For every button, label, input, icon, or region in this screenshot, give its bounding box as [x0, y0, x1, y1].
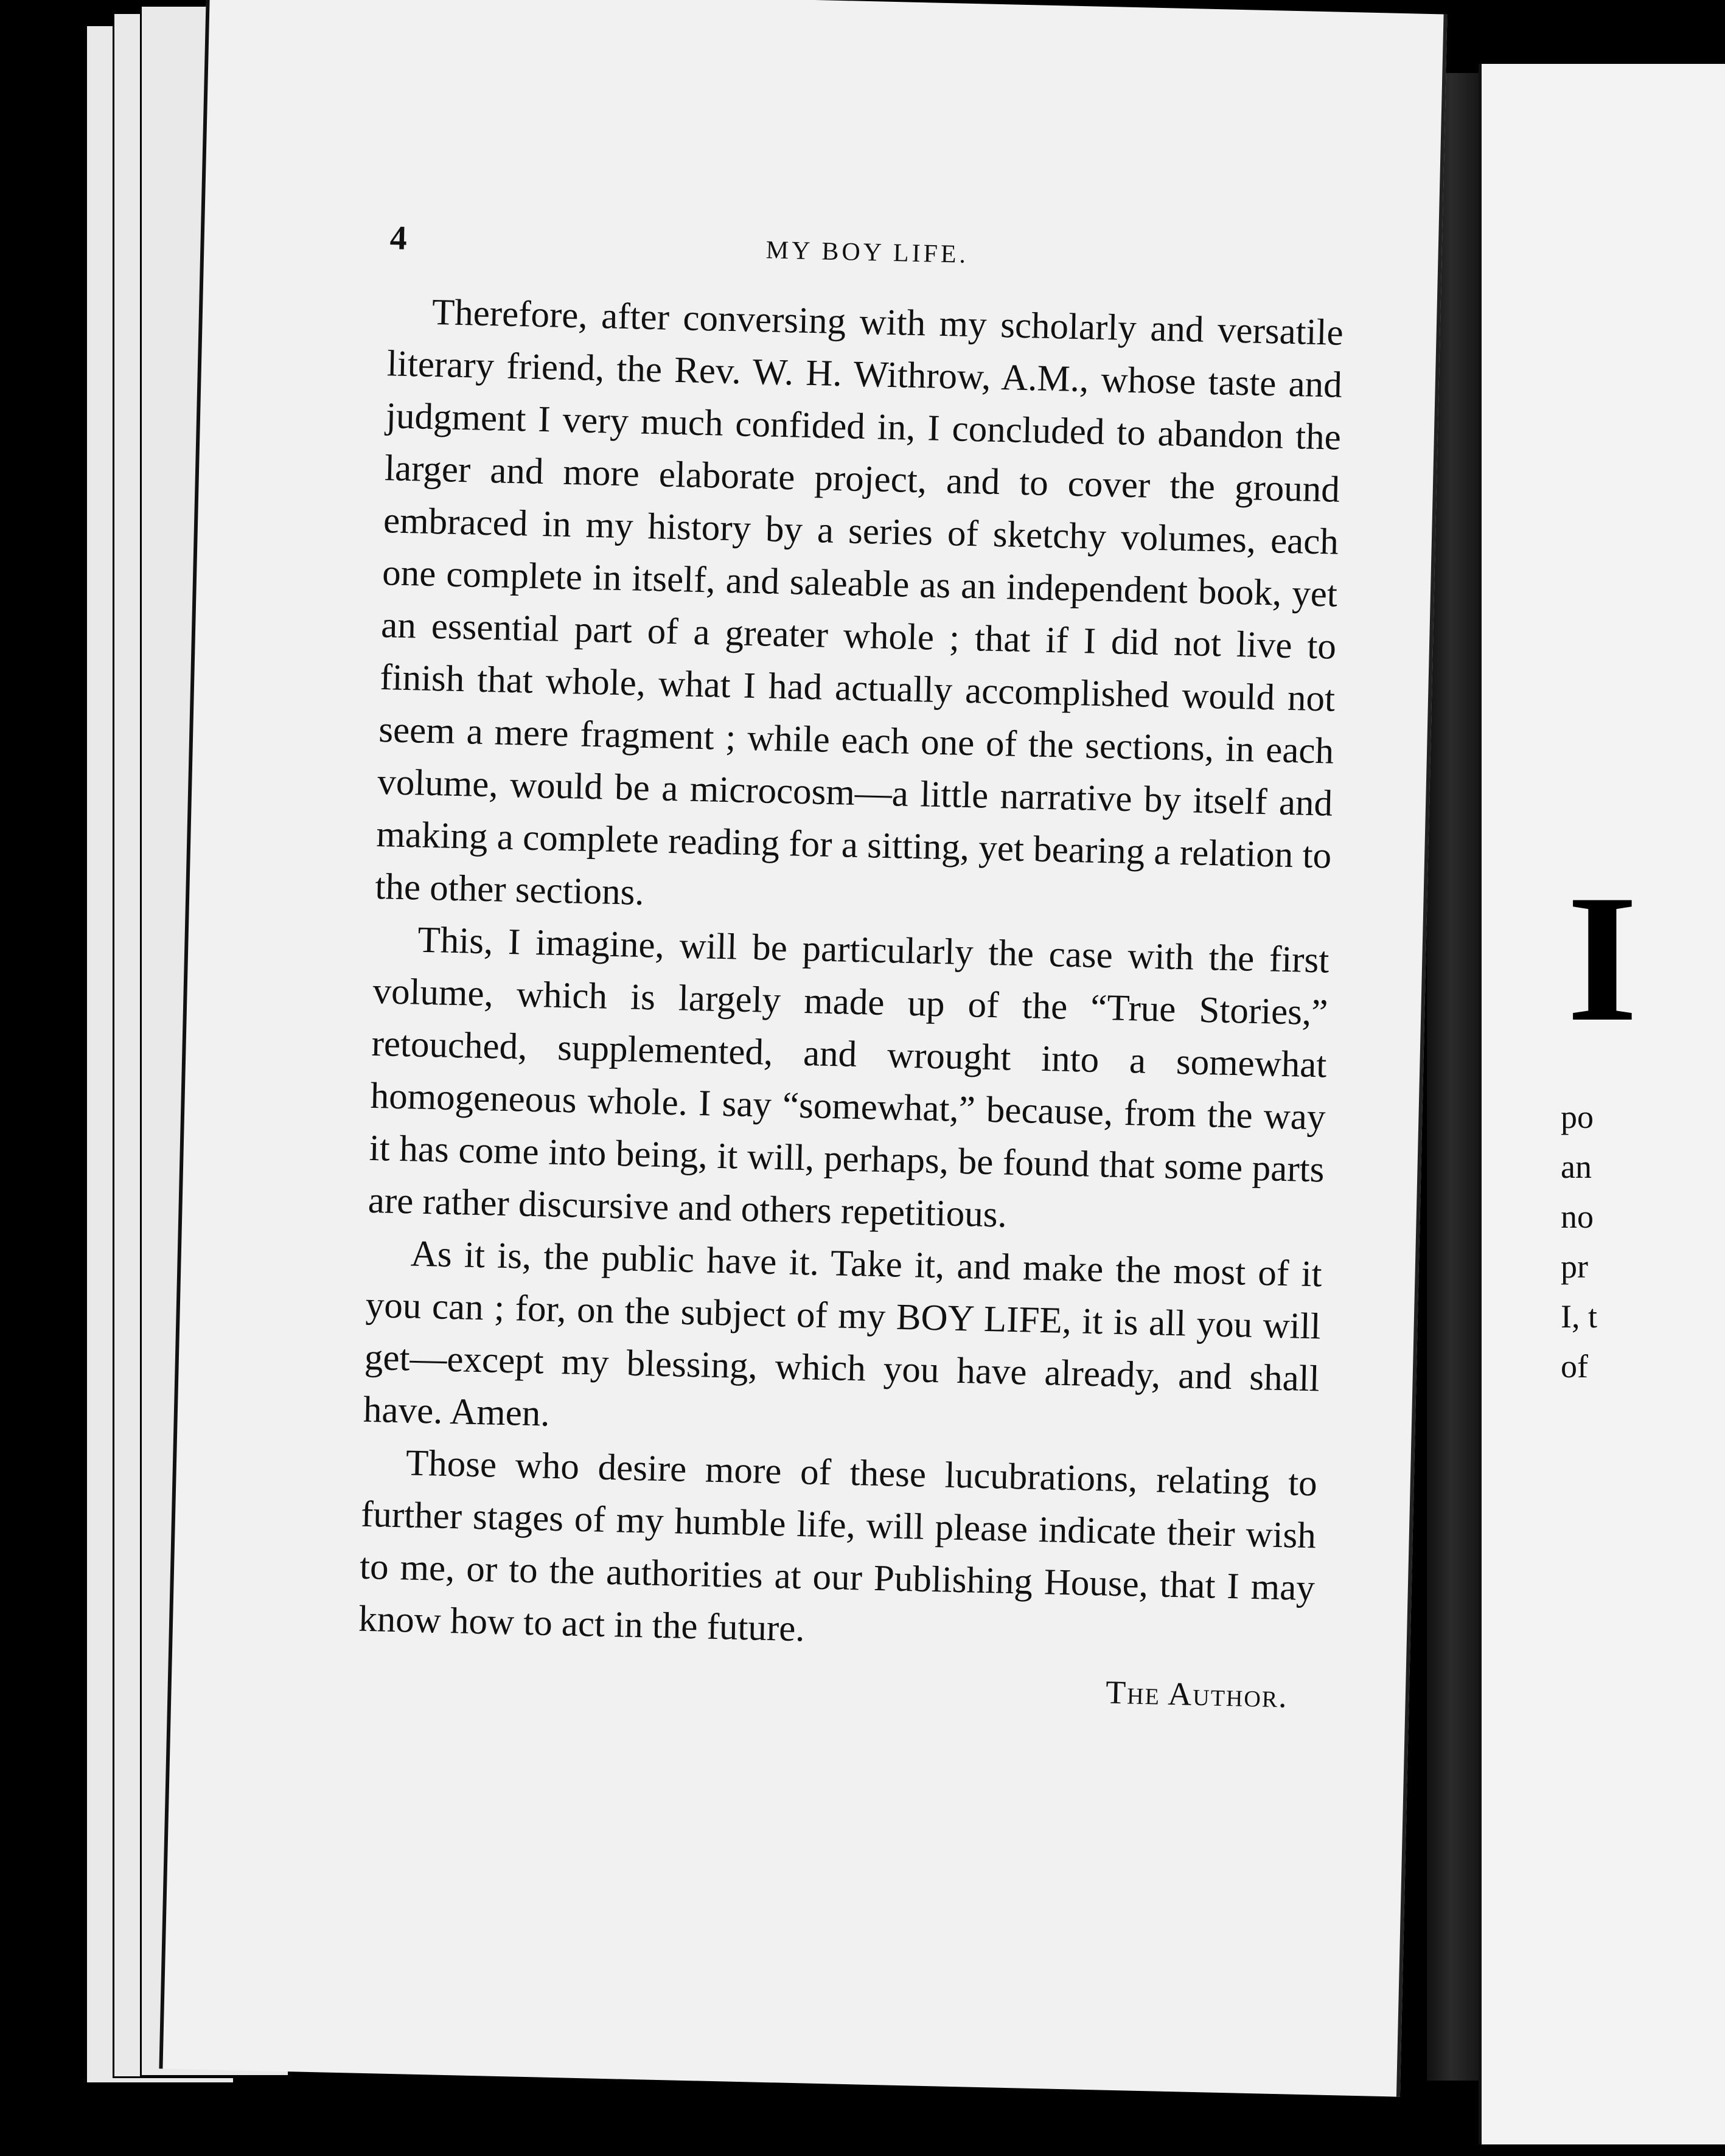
- paragraph: Therefore, after conversing with my scholarly and versatile literary friend, the Rev. W. H. Withrow, A.M., whose taste and judgment I very much confided in, I concluded to abandon the larger and more elaborate project, and to cover the ground embraced in my history by a series of sketchy volumes, each one complete in itself, and saleable as an independent book, yet an essential part of a greater whole ; that if I did not live to finish that whole, what I had actually accomplished would not seem a mere fragment ; while each one of the sections, in each volume, would be a microcosm—a little narrative by itself and making a complete reading for a sitting, yet bearing a relation to the other sections.: [374, 291, 1344, 913]
- body-text: [358, 285, 1343, 1667]
- right-page-text: [1561, 1092, 1597, 1391]
- page-content: [357, 218, 1345, 1716]
- running-head: MY BOY LIFE.: [765, 236, 969, 269]
- left-page: [159, 0, 1447, 2097]
- line-fragment: no: [1561, 1198, 1594, 1235]
- page-number: 4: [389, 219, 408, 257]
- paragraph: Those who desire more of these lucubrations, relating to further stages of my humble life, will please indicate their wish to me, or to the authorities at our Publishing House, that I may know how to act in the future.: [358, 1442, 1318, 1650]
- line-fragment: an: [1561, 1149, 1592, 1185]
- paragraph: This, I imagine, will be particularly the case with the first volume, which is largely made up of the “True Stories,” retouched, supplemented, and wrought into a somewhat homogeneous whole. I say “somewhat,” because, from the way it has come into being, it will, perhaps, be found that some parts are rather discursive and others repetitious.: [368, 919, 1329, 1236]
- line-fragment: of: [1561, 1348, 1588, 1385]
- right-page: [1479, 64, 1725, 2144]
- line-fragment: I, t: [1561, 1298, 1597, 1335]
- paragraph: As it is, the public have it. Take it, and make the most of it you can ; for, on the subject of my BOY LIFE, it is all you will get—except my blessing, which you have already, and shall have. Amen.: [363, 1233, 1323, 1434]
- drop-cap: I: [1567, 857, 1638, 1059]
- line-fragment: pr: [1561, 1248, 1588, 1285]
- line-fragment: po: [1561, 1099, 1594, 1135]
- signature: The Author.: [1105, 1674, 1289, 1715]
